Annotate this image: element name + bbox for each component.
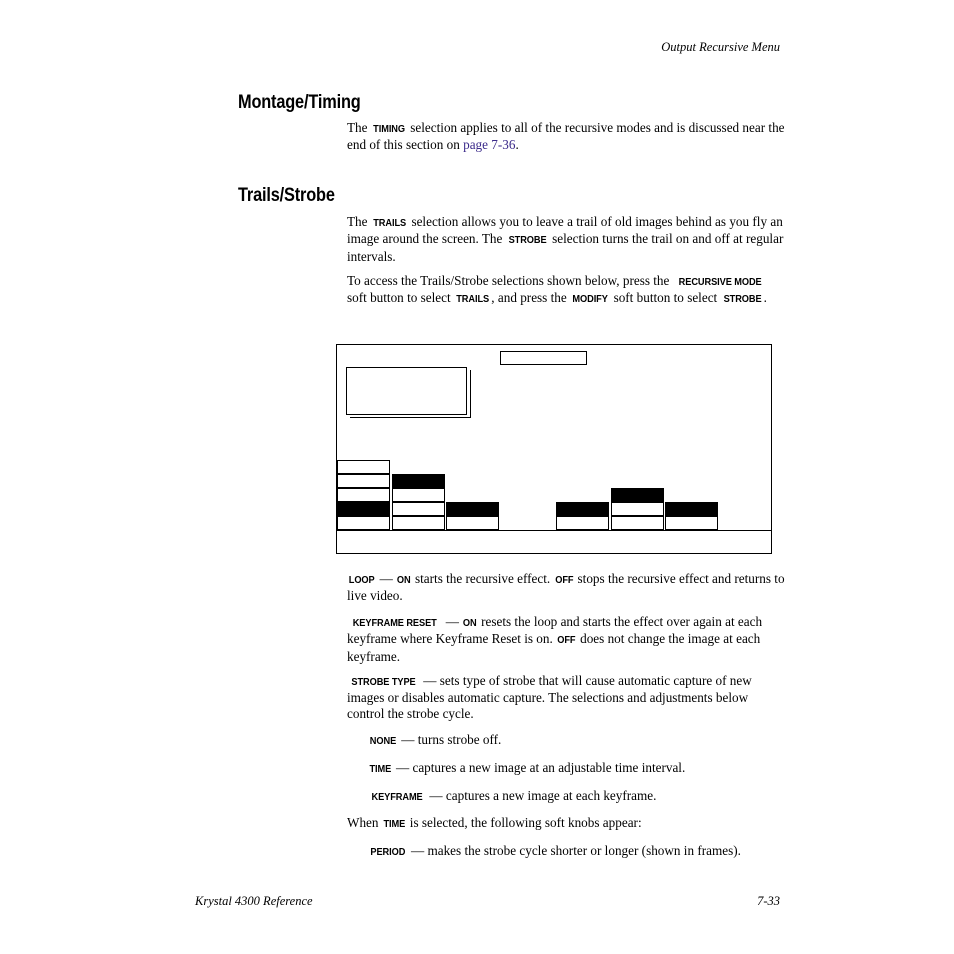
soft-knob-bar <box>337 530 771 531</box>
page-link[interactable]: page 7-36 <box>463 137 516 153</box>
soft-button[interactable] <box>337 460 390 474</box>
soft-button[interactable] <box>611 516 664 530</box>
soft-button[interactable] <box>611 502 664 516</box>
soft-button-selected[interactable] <box>446 502 499 516</box>
montage-paragraph: The TIMING selection applies to all of the recursive modes and is discussed near the end of this section on page 7-36. <box>347 120 785 153</box>
soft-button-selected[interactable] <box>611 488 664 502</box>
desc-keyframe-reset: KEYFRAME RESET — ON resets the loop and starts the effect over again at each keyframe where Keyframe Reset is on. OFF does not change the image at each keyframe. <box>347 614 763 664</box>
soft-button-selected[interactable] <box>665 502 718 516</box>
menu-diagram <box>336 344 772 554</box>
desc-keyframe: KEYFRAME — captures a new image at each keyframe. <box>371 788 657 803</box>
running-header: Output Recursive Menu <box>661 40 780 54</box>
trails-paragraph-2: To access the Trails/Strobe selections shown below, press the RECURSIVE MODE soft button to select TRAILS , and press the MODIFY soft button to select STROBE . <box>347 273 767 306</box>
soft-button[interactable] <box>337 474 390 488</box>
soft-button[interactable] <box>556 516 609 530</box>
footer-title: Krystal 4300 Reference <box>195 894 313 908</box>
page-number: 7-33 <box>757 894 780 908</box>
desc-time: TIME — captures a new image at an adjustable time interval. <box>369 760 686 775</box>
soft-button[interactable] <box>392 516 445 530</box>
desc-loop: LOOP — ON starts the recursive effect. OFF stops the recursive effect and returns to live video. <box>347 571 785 604</box>
section-title-trails: Trails/Strobe <box>238 185 335 206</box>
section-title-montage: Montage/Timing <box>238 92 361 113</box>
desc-when-time: When TIME is selected, the following soft knobs appear: <box>347 815 642 830</box>
trails-paragraph-1: The TRAILS selection allows you to leave a trail of old images behind as you fly an image around the screen. The STROBE selection turns the trail on and off at regular intervals. <box>347 214 784 264</box>
soft-button-selected[interactable] <box>392 474 445 488</box>
soft-button[interactable] <box>392 488 445 502</box>
soft-button[interactable] <box>337 516 390 530</box>
soft-button[interactable] <box>665 516 718 530</box>
soft-button[interactable] <box>392 502 445 516</box>
keyword: TIMING <box>372 123 405 135</box>
status-box <box>346 367 467 415</box>
desc-strobe-type: STROBE TYPE — sets type of strobe that will cause automatic capture of new images or disables automatic capture. The selections and adjustments below control the strobe cycle. <box>347 673 752 721</box>
soft-button[interactable] <box>337 488 390 502</box>
menu-title-box <box>500 351 587 365</box>
soft-button-selected[interactable] <box>556 502 609 516</box>
desc-none: NONE — turns strobe off. <box>369 732 502 747</box>
soft-button-selected[interactable] <box>337 502 390 516</box>
desc-period: PERIOD — makes the strobe cycle shorter or longer (shown in frames). <box>370 843 741 858</box>
soft-button[interactable] <box>446 516 499 530</box>
